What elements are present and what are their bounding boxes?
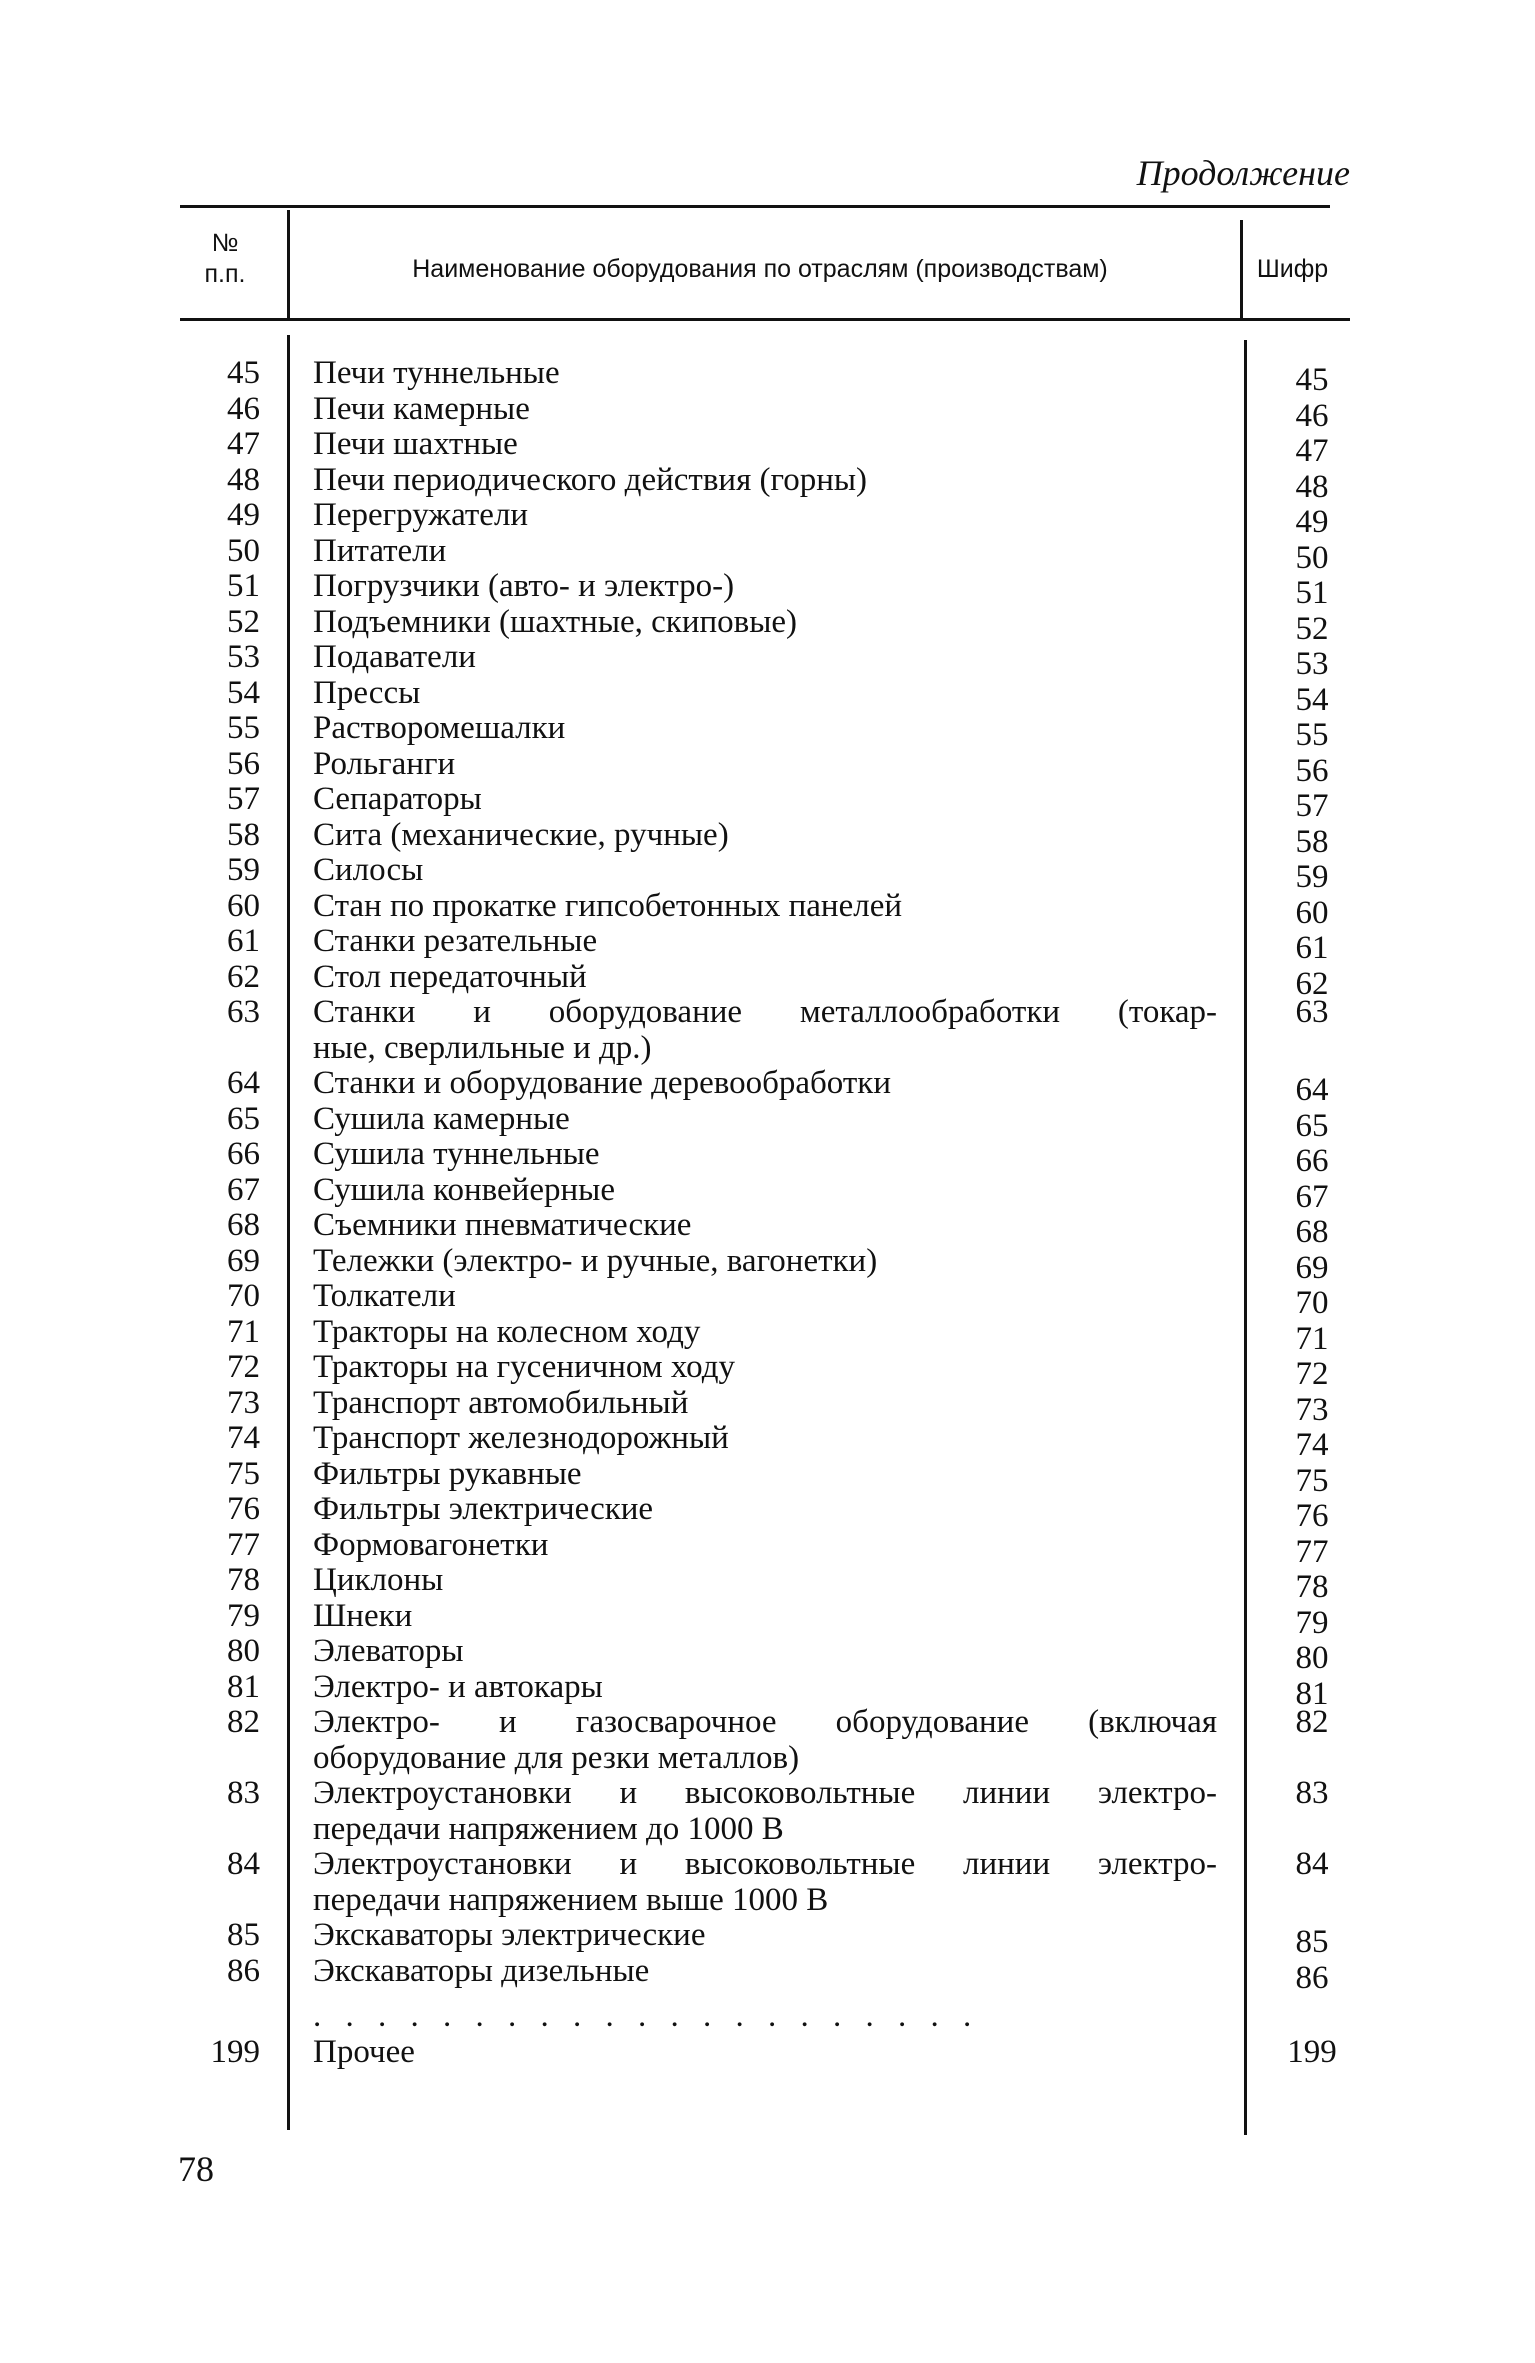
row-number: 46 [227, 390, 260, 427]
row-number: 65 [227, 1100, 260, 1137]
row-number: 60 [227, 887, 260, 924]
equipment-name-line: Печи периодического действия (горны) [313, 461, 868, 498]
table-row [0, 923, 1535, 966]
table-row [0, 887, 1535, 931]
row-number: 78 [227, 1562, 260, 1598]
equipment-name-line: Экскаваторы электрические [313, 1917, 706, 1953]
table-row [0, 674, 1535, 718]
equipment-code: 65 [1295, 1107, 1329, 1144]
table-row [0, 603, 1535, 647]
row-number: 71 [227, 1313, 260, 1350]
row-number: 62 [227, 958, 260, 995]
row-number: 55 [227, 710, 260, 746]
table-row [0, 1776, 1535, 1847]
equipment-name-line: Стан по прокатке гипсобетонных панелей [313, 887, 903, 924]
row-number: 66 [227, 1136, 260, 1172]
equipment-name-continuation: оборудование для резки металлов) [313, 1739, 800, 1776]
equipment-name-line: Экскаваторы дизельные [313, 1952, 650, 1989]
equipment-code: 71 [1295, 1320, 1329, 1357]
equipment-code: 53 [1295, 646, 1329, 682]
equipment-name [313, 1670, 1217, 1706]
row-number: 80 [227, 1633, 260, 1669]
table-row [0, 1136, 1535, 1179]
table-row [0, 995, 1535, 1066]
row-number: 81 [227, 1668, 260, 1705]
equipment-name-line: Электроустановки и высоковольтные линии электро- [313, 1846, 1217, 1882]
table-row [0, 1065, 1535, 1108]
equipment-code: 69 [1295, 1249, 1329, 1286]
header-code: Шифр [1256, 255, 1329, 283]
table-row [0, 355, 1535, 398]
equipment-name [313, 427, 1217, 463]
equipment-name [313, 1847, 1217, 1918]
header-name: Наименование оборудования по отраслям (производствам) [412, 255, 1108, 283]
equipment-name [313, 463, 1217, 499]
equipment-name-line: Электроустановки и высоковольтные линии электро- [313, 1775, 1217, 1811]
table-row [0, 1420, 1535, 1463]
table-row [0, 1207, 1535, 1250]
row-number: 75 [227, 1455, 260, 1492]
table-row [0, 1847, 1535, 1918]
equipment-code: 76 [1295, 1498, 1329, 1534]
equipment-name-line: Тележки (электро- и ручные, вагонетки) [313, 1242, 878, 1279]
row-number: 59 [227, 852, 260, 888]
equipment-name [313, 1705, 1217, 1776]
table-row [0, 1384, 1535, 1428]
equipment-name [313, 1279, 1217, 1315]
equipment-name-line: Питатели [313, 532, 447, 569]
equipment-code: 77 [1295, 1533, 1329, 1570]
equipment-name-line: Подаватели [313, 639, 476, 675]
row-number: 56 [227, 745, 260, 782]
equipment-code: 64 [1295, 1072, 1329, 1108]
equipment-name [313, 1315, 1217, 1351]
row-number: 64 [227, 1065, 260, 1101]
equipment-name [313, 605, 1217, 641]
equipment-name [313, 1137, 1217, 1173]
equipment-code: 54 [1295, 681, 1329, 718]
equipment-name [313, 818, 1217, 854]
row-number: 73 [227, 1384, 260, 1421]
row-number: 48 [227, 461, 260, 498]
equipment-name [313, 676, 1217, 712]
row-number: 76 [227, 1491, 260, 1527]
equipment-name-line: Подъемники (шахтные, скиповые) [313, 603, 798, 640]
row-number: 61 [227, 923, 260, 959]
row-number: 69 [227, 1242, 260, 1279]
equipment-name [313, 1776, 1217, 1847]
equipment-name-line: Съемники пневматические [313, 1207, 692, 1243]
equipment-name-line: Сушила конвейерные [313, 1171, 615, 1208]
equipment-code: 74 [1295, 1427, 1329, 1463]
equipment-name [313, 889, 1217, 925]
equipment-name-line: Фильтры электрические [313, 1491, 654, 1527]
equipment-code: 81 [1295, 1675, 1329, 1712]
table-row [0, 1313, 1535, 1357]
equipment-code: 73 [1295, 1391, 1329, 1428]
table-body [0, 356, 1535, 2071]
equipment-name-line: Тракторы на гусеничном ходу [313, 1349, 736, 1385]
header-number-abbr: п.п. [204, 260, 246, 288]
equipment-code: 56 [1295, 752, 1329, 789]
table-row [0, 1952, 1535, 1996]
equipment-name-continuation: передачи напряжением выше 1000 В [313, 1881, 829, 1918]
row-number: 52 [227, 603, 260, 640]
equipment-name [313, 1208, 1217, 1244]
equipment-code: 59 [1295, 859, 1329, 895]
equipment-code: 46 [1295, 397, 1329, 434]
equipment-code: 57 [1295, 788, 1329, 824]
equipment-code: 75 [1295, 1462, 1329, 1499]
equipment-name-line: Станки и оборудование металлообработки (токар- [313, 994, 1217, 1030]
table-row [0, 1562, 1535, 1605]
equipment-code: 55 [1295, 717, 1329, 753]
equipment-name [313, 498, 1217, 534]
row-number: 49 [227, 497, 260, 533]
equipment-name-continuation: ные, сверлильные и др.) [313, 1029, 652, 1066]
equipment-code: 68 [1295, 1214, 1329, 1250]
table-row [0, 1349, 1535, 1392]
table-row [0, 852, 1535, 895]
equipment-name-line: Стол передаточный [313, 958, 587, 995]
equipment-code: 50 [1295, 539, 1329, 576]
equipment-name [313, 1634, 1217, 1670]
equipment-name [313, 356, 1217, 392]
equipment-code: 47 [1295, 433, 1329, 469]
equipment-name: Прочее [313, 2034, 415, 2070]
equipment-name-line: Элеваторы [313, 1633, 464, 1669]
equipment-name [313, 1457, 1217, 1493]
equipment-name [313, 1563, 1217, 1599]
equipment-name-line: Шнеки [313, 1597, 413, 1634]
equipment-name [313, 924, 1217, 960]
equipment-code: 52 [1295, 610, 1329, 647]
table-row [0, 1242, 1535, 1286]
row-number: 84 [227, 1846, 260, 1882]
table-row [0, 1491, 1535, 1534]
equipment-name [313, 782, 1217, 818]
equipment-code: 199 [1287, 2034, 1337, 2070]
equipment-name [313, 534, 1217, 570]
equipment-code: 66 [1295, 1143, 1329, 1179]
row-number: 67 [227, 1171, 260, 1208]
table-row [0, 1917, 1535, 1960]
equipment-name-continuation: передачи напряжением до 1000 В [313, 1810, 784, 1847]
equipment-name-line: Растворомешалки [313, 710, 566, 746]
header-top-rule [180, 205, 1330, 208]
row-number: 86 [227, 1952, 260, 1989]
equipment-code: 83 [1295, 1775, 1329, 1811]
table-row [0, 710, 1535, 753]
table-row [0, 958, 1535, 1002]
table-row [0, 568, 1535, 611]
equipment-name-line: Рольганги [313, 745, 456, 782]
equipment-code: 49 [1295, 504, 1329, 540]
equipment-name-line: Печи камерные [313, 390, 530, 427]
table-row [0, 1705, 1535, 1776]
equipment-code: 86 [1295, 1959, 1329, 1996]
equipment-code: 82 [1295, 1704, 1329, 1740]
equipment-code: 80 [1295, 1640, 1329, 1676]
equipment-name-line: Электро- и автокары [313, 1668, 603, 1705]
equipment-name-line: Фильтры рукавные [313, 1455, 582, 1492]
header-divider-left [287, 210, 290, 318]
header-number-symbol: № [211, 229, 239, 257]
table-row [0, 745, 1535, 789]
equipment-code: 78 [1295, 1569, 1329, 1605]
equipment-code: 58 [1295, 823, 1329, 860]
equipment-name [313, 747, 1217, 783]
equipment-name-line: Силосы [313, 852, 424, 888]
table-row [0, 426, 1535, 469]
row-number: 54 [227, 674, 260, 711]
table-row [0, 639, 1535, 682]
table-row [0, 1526, 1535, 1570]
table-row [0, 390, 1535, 434]
equipment-name-line: Толкатели [313, 1278, 456, 1314]
equipment-name-line: Транспорт железнодорожный [313, 1420, 729, 1456]
equipment-name [313, 960, 1217, 996]
row-number: 63 [227, 994, 260, 1030]
equipment-code: 48 [1295, 468, 1329, 505]
equipment-name [313, 1350, 1217, 1386]
table-row [0, 781, 1535, 824]
header-bottom-rule [180, 318, 1350, 321]
equipment-name [313, 1421, 1217, 1457]
equipment-code: 51 [1295, 575, 1329, 611]
equipment-name [313, 1244, 1217, 1280]
equipment-name-line: Погрузчики (авто- и электро-) [313, 568, 735, 604]
table-row-other [0, 2035, 1535, 2071]
equipment-name [313, 392, 1217, 428]
equipment-name [313, 640, 1217, 676]
equipment-code: 60 [1295, 894, 1329, 931]
equipment-name [313, 853, 1217, 889]
equipment-code: 63 [1295, 994, 1329, 1030]
equipment-code: 62 [1295, 965, 1329, 1002]
equipment-name-line: Циклоны [313, 1562, 444, 1598]
row-number: 50 [227, 532, 260, 569]
row-number: 53 [227, 639, 260, 675]
equipment-name-line: Электро- и газосварочное оборудование (включая [313, 1704, 1217, 1740]
row-number: 82 [227, 1704, 260, 1740]
equipment-name [313, 1954, 1217, 1990]
table-row [0, 1597, 1535, 1641]
equipment-name-line: Станки и оборудование деревообработки [313, 1065, 891, 1101]
continuation-label: Продолжение [1136, 153, 1350, 193]
row-number: 83 [227, 1775, 260, 1811]
row-number: 51 [227, 568, 260, 604]
row-number: 45 [227, 355, 260, 391]
equipment-name [313, 1599, 1217, 1635]
row-number: 74 [227, 1420, 260, 1456]
equipment-code: 45 [1295, 362, 1329, 398]
table-row [0, 1171, 1535, 1215]
equipment-name [313, 1066, 1217, 1102]
equipment-name-line: Сушила туннельные [313, 1136, 600, 1172]
table-row [0, 1668, 1535, 1712]
ellipsis-row: . . . . . . . . . . . . . . . . . . . . . [313, 1998, 980, 2034]
row-number: 57 [227, 781, 260, 817]
row-number: 58 [227, 816, 260, 853]
equipment-name-line: Сепараторы [313, 781, 482, 817]
equipment-name [313, 569, 1217, 605]
equipment-name-line: Тракторы на колесном ходу [313, 1313, 701, 1350]
row-number: 77 [227, 1526, 260, 1563]
equipment-name [313, 1102, 1217, 1138]
table-row [0, 816, 1535, 860]
row-number: 85 [227, 1917, 260, 1953]
equipment-name [313, 995, 1217, 1066]
row-number: 72 [227, 1349, 260, 1385]
table-row [0, 1455, 1535, 1499]
equipment-code: 67 [1295, 1178, 1329, 1215]
equipment-name [313, 1173, 1217, 1209]
header-number [170, 228, 280, 290]
row-number: 70 [227, 1278, 260, 1314]
page-number: 78 [178, 2149, 214, 2189]
equipment-code: 85 [1295, 1924, 1329, 1960]
equipment-name-line: Перегружатели [313, 497, 529, 533]
equipment-code: 61 [1295, 930, 1329, 966]
equipment-name [313, 1528, 1217, 1564]
equipment-name [313, 1492, 1217, 1528]
equipment-name-line: Сита (механические, ручные) [313, 816, 729, 853]
equipment-name [313, 1386, 1217, 1422]
row-number: 79 [227, 1597, 260, 1634]
table-row [0, 532, 1535, 576]
row-number: 47 [227, 426, 260, 462]
equipment-name-line: Формовагонетки [313, 1526, 549, 1563]
equipment-name-line: Печи туннельные [313, 355, 560, 391]
table-row [0, 1633, 1535, 1676]
equipment-name [313, 711, 1217, 747]
equipment-name [313, 1918, 1217, 1954]
equipment-name-line: Станки резательные [313, 923, 598, 959]
equipment-code: 70 [1295, 1285, 1329, 1321]
equipment-code: 79 [1295, 1604, 1329, 1641]
table-row [0, 1278, 1535, 1321]
equipment-name-line: Печи шахтные [313, 426, 518, 462]
row-number: 199 [210, 2034, 260, 2070]
table-row [0, 461, 1535, 505]
equipment-code: 84 [1295, 1846, 1329, 1882]
equipment-code: 72 [1295, 1356, 1329, 1392]
equipment-name-line: Сушила камерные [313, 1100, 570, 1137]
equipment-name-line: Прессы [313, 674, 421, 711]
row-number: 68 [227, 1207, 260, 1243]
table-row [0, 497, 1535, 540]
table-row [0, 1100, 1535, 1144]
equipment-name-line: Транспорт автомобильный [313, 1384, 689, 1421]
